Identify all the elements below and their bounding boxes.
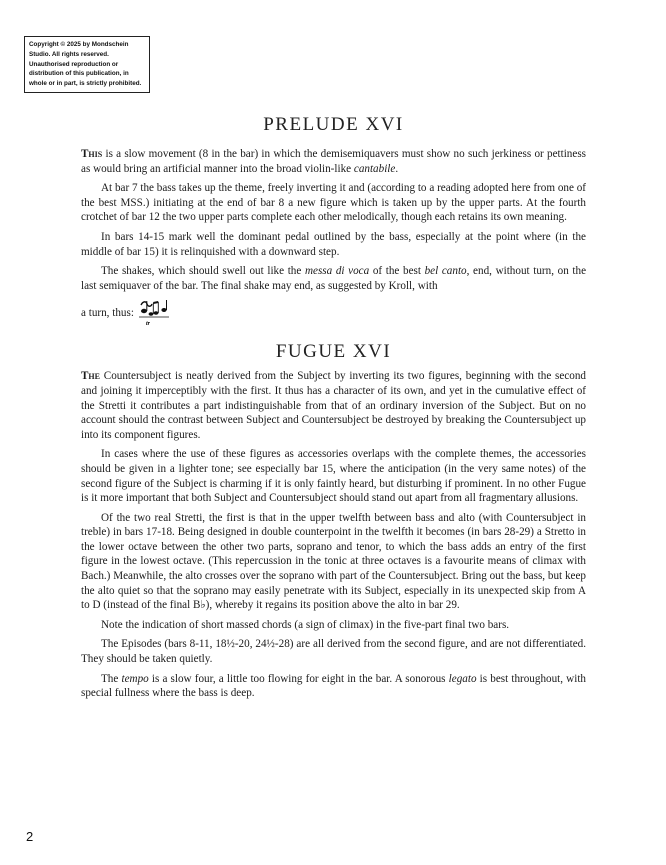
page-number: 2 [26, 829, 34, 844]
page-content [81, 114, 586, 706]
music-ornament-icon [137, 299, 171, 327]
turn-text: a turn, thus: [81, 307, 134, 320]
prelude-paragraph-2: At bar 7 the bass takes up the theme, freely inverting it and (according to a reading adopted here from one of the best MSS.) initiating at the end of bar 8 a new figure which is taken up by the upper parts. At the fourth crotchet of bar 12 the two upper parts complete each other melodically, though each retains its own meaning. [81, 182, 586, 224]
drop-word: This [81, 148, 103, 160]
fugue-paragraph-4: Note the indication of short massed chords (a sign of climax) in the five-part final two bars. [101, 618, 510, 631]
fugue-title: FUGUE XVI [275, 341, 392, 363]
fugue-paragraph-3: Of the two real Stretti, the first is that in the upper twelfth between bass and alto (with Countersubject in treble) in bars 17-18. Being designed in double counterpoint in the twelfth it becomes (in bars 28-29) a Stretto in the lower octave between the other two parts, soprano and tenor, to which the bass adds an entry of the first figure in the lowest octave. (This repercussion in the tonic at three octaves is a favourite means of climax with Bach.) Meanwhile, the alto crosses over the soprano with part of the Countersubject. Bring out the bass, but keep the alto quiet so that the soprano may easily penetrate with its Subject, especially in its unexpected skip from A to D (instead of the final B♭), whereby it regains its position above the alto in bar 29. [81, 511, 586, 612]
drop-word: The [81, 370, 100, 383]
fugue-paragraph-5: The Episodes (bars 8-11, 18½-20, 24½-28) are all derived from the second figure, and are not differentiated. They should be taken quietly. [81, 638, 586, 666]
turn-example [81, 299, 586, 327]
prelude-title: PRELUDE XVI [263, 114, 404, 135]
prelude-paragraph-4: The shakes, which should swell out like the messa di voca of the best bel canto, end, without turn, on the last semiquaver of the bar. The final shake may end, as suggested by Kroll, with [81, 265, 587, 292]
prelude-paragraph-3: In bars 14-15 mark well the dominant pedal outlined by the bass, especially at the point where (in the middle of bar 15) it is relinquished with a downward step. [81, 230, 586, 258]
trill-mark: tr [145, 321, 150, 328]
prelude-paragraph-1: This is a slow movement (8 in the bar) in which the demisemiquavers must show no such jerkiness or pettiness as would bring an artificial manner into the broad violin-like cantabile. [81, 148, 586, 175]
fugue-paragraph-2: In cases where the use of these figures as accessories overlaps with the complete themes, the accessories should be given in a lighter tone; see especially bar 15, where the anticipation (in the very same notes) of the second figure of the Subject is charming if it is only faintly heard, but disturbing if prominent. In no other Fugue is it more important that both Subject and Countersubject should stand out apart from all fragmentary allusions. [81, 448, 586, 505]
fugue-paragraph-6: The tempo is a slow four, a little too flowing for eight in the bar. A sonorous legato is best throughout, with special fullness where the bass is deep. [81, 672, 586, 700]
copyright-notice: Copyright © 2025 by Mondschein Studio. All rights reserved. Unauthorised reproduction or distribution of this publication, in whole or in part, is strictly prohibited. [24, 36, 150, 93]
fugue-paragraph-1: The Countersubject is neatly derived from the Subject by inverting its two figures, beginning with the second and joining it imperceptibly with the first. It thus has a character of its own, and yet in the cumulative effect of the Stretti it contributes a part indistinguishable from that of an ordinary inversion of the Subject. But on no account should the contrast between Subject and Countersubject be destroyed by breaking the Countersubject up into its component figures. [81, 370, 586, 441]
